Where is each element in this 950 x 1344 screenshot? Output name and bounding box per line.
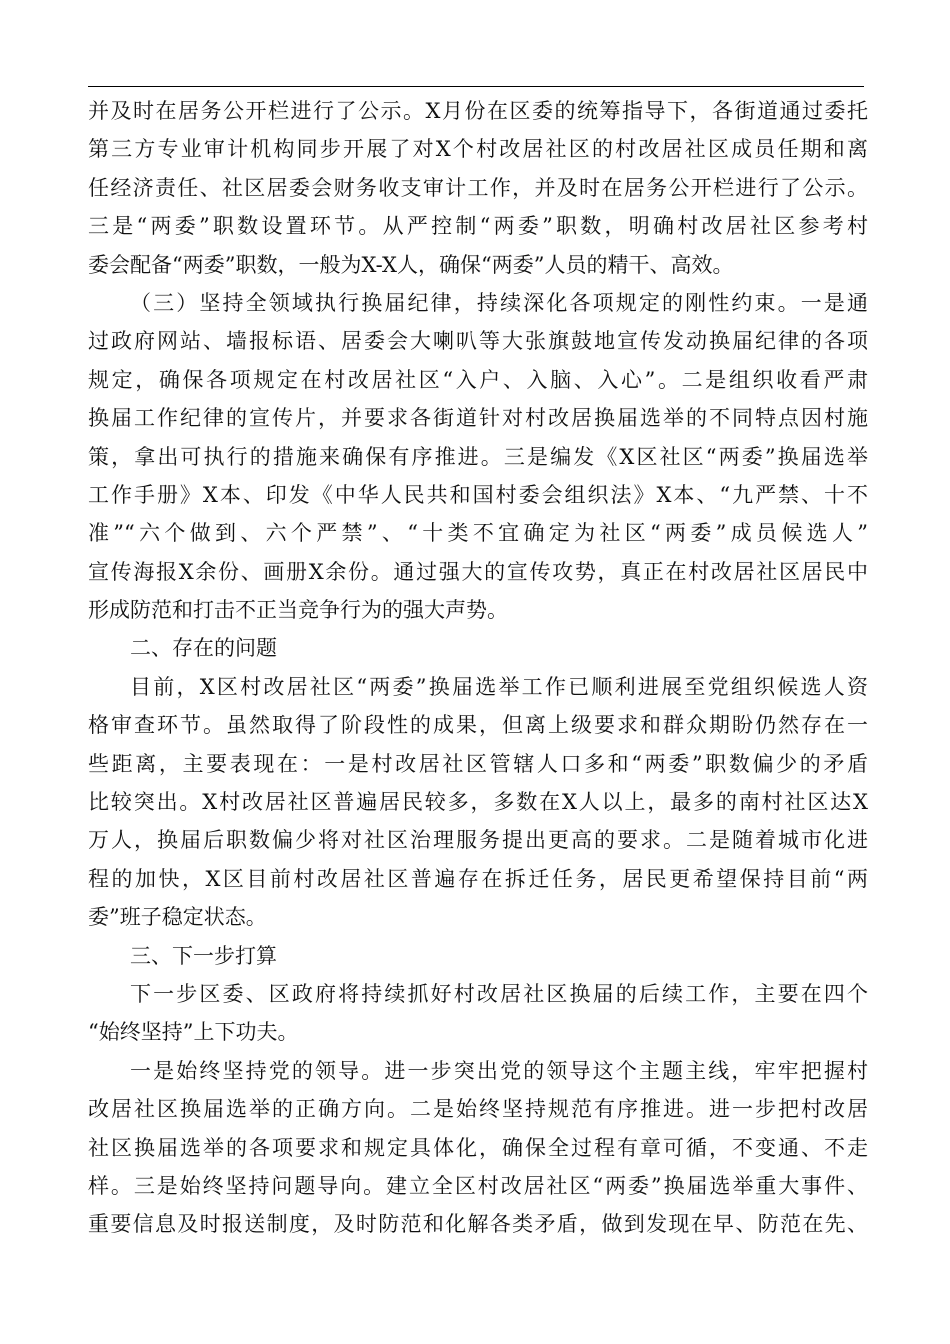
text-line: 策，拿出可执行的措施来确保有序推进。三是编发《X区社区“两委”换届选举 [88, 444, 868, 469]
text-line: 些距离，主要表现在：一是村改居社区管辖人口多和“两委”职数偏少的矛盾 [88, 751, 868, 776]
text-line: 换届工作纪律的宣传片，并要求各街道针对村改居换届选举的不同特点因村施 [88, 406, 868, 431]
text-line: 形成防范和打击不正当竞争行为的强大声势。 [88, 598, 508, 623]
text-line: 准”“六个做到、六个严禁”、“十类不宜确定为社区“两委”成员候选人” [88, 521, 868, 546]
text-line: 三是“两委”职数设置环节。从严控制“两委”职数，明确村改居社区参考村 [88, 214, 868, 239]
text-line: 规定，确保各项规定在村改居社区“入户、入脑、入心”。二是组织收看严肃 [88, 367, 868, 392]
text-line: 格审查环节。虽然取得了阶段性的成果，但离上级要求和群众期盼仍然存在一 [88, 713, 868, 738]
text-line: 一是始终坚持党的领导。进一步突出党的领导这个主题主线，牢牢把握村 [130, 1058, 868, 1083]
text-line: 任经济责任、社区居委会财务收支审计工作，并及时在居务公开栏进行了公示。 [88, 175, 868, 200]
text-line: 二、存在的问题 [130, 636, 277, 661]
text-line: 委”班子稳定状态。 [88, 905, 267, 930]
text-line: （三）坚持全领域执行换届纪律，持续深化各项规定的刚性约束。一是通 [130, 290, 868, 315]
text-line: 过政府网站、墙报标语、居委会大喇叭等大张旗鼓地宣传发动换届纪律的各项 [88, 329, 868, 354]
text-line: 委会配备“两委”职数，一般为X-X人，确保“两委”人员的精干、高效。 [88, 252, 734, 277]
header-rule [88, 86, 864, 87]
document-body [88, 92, 868, 1244]
text-line: 重要信息及时报送制度，及时防范和化解各类矛盾，做到发现在早、防范在先、 [88, 1212, 868, 1237]
text-line: 三、下一步打算 [130, 943, 277, 968]
text-line: 比较突出。X村改居社区普遍居民较多，多数在X人以上，最多的南村社区达X [88, 790, 868, 815]
text-line: 目前，X区村改居社区“两委”换届选举工作已顺利进展至党组织候选人资 [130, 674, 868, 699]
text-line: 改居社区换届选举的正确方向。二是始终坚持规范有序推进。进一步把村改居 [88, 1097, 868, 1122]
text-line: 样。三是始终坚持问题导向。建立全区村改居社区“两委”换届选举重大事件、 [88, 1173, 868, 1198]
text-line: 万人，换届后职数偏少将对社区治理服务提出更高的要求。二是随着城市化进 [88, 828, 868, 853]
text-line: 程的加快，X区目前村改居社区普遍存在拆迁任务，居民更希望保持目前“两 [88, 866, 868, 891]
text-line: 第三方专业审计机构同步开展了对X个村改居社区的村改居社区成员任期和离 [88, 137, 868, 162]
text-line: 并及时在居务公开栏进行了公示。X月份在区委的统筹指导下，各街道通过委托 [88, 99, 868, 123]
text-line: 下一步区委、区政府将持续抓好村改居社区换届的后续工作，主要在四个 [130, 981, 868, 1006]
text-line: 宣传海报X余份、画册X余份。通过强大的宣传攻势，真正在村改居社区居民中 [88, 559, 868, 584]
text-line: “始终坚持”上下功夫。 [88, 1020, 299, 1045]
text-line: 工作手册》X本、印发《中华人民共和国村委会组织法》X本、“九严禁、十不 [88, 482, 868, 507]
text-line: 社区换届选举的各项要求和规定具体化，确保全过程有章可循，不变通、不走 [88, 1135, 868, 1160]
